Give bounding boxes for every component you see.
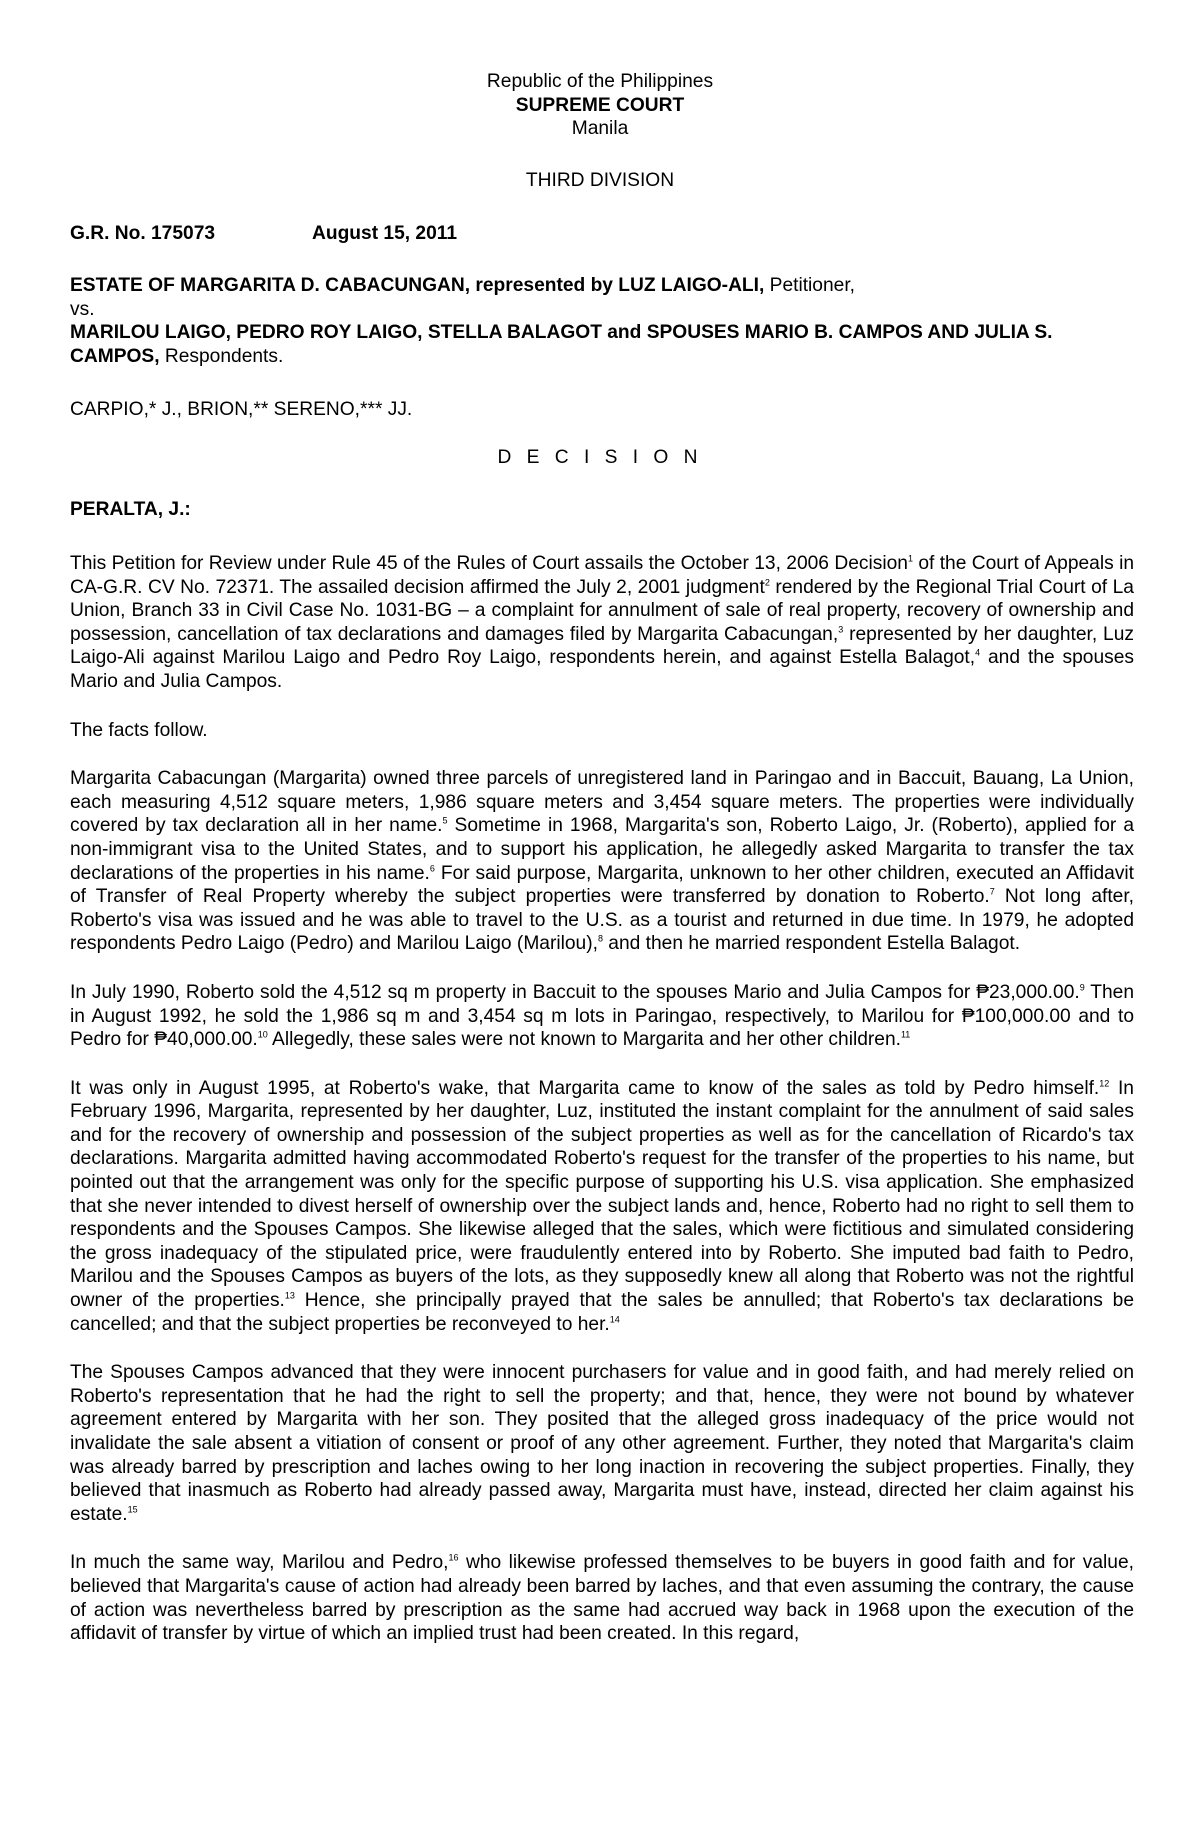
footnote-ref-3[interactable]: 3 (838, 624, 844, 635)
paragraph-text: In July 1990, Roberto sold the 4,512 sq m property in Baccuit to the spouses Mario and Julia Campos for ₱23,000.00. (70, 981, 1080, 1003)
paragraph-text: who likewise professed themselves to be buyers in good faith and for value, believed that Margarita's cause of action had already been barred by laches, and that even assuming the contrary, the cause of action was nevertheless barred by prescription as the same had accrued way back in 1968 upon the execution of the affidavit of transfer by virtue of which an implied trust had been created. In this regard, (70, 1552, 1134, 1645)
decision-body (70, 552, 1134, 1671)
court-name: SUPREME COURT (515, 94, 685, 116)
footnote-ref-10[interactable]: 10 (257, 1029, 268, 1040)
paragraph-text: represented by her daughter, Luz Laigo-Ali against Marilou Laigo and Pedro Roy Laigo, respondents herein, and against Estella Balagot, (70, 623, 1134, 669)
footnote-ref-2[interactable]: 2 (764, 577, 770, 588)
case-parties (70, 274, 1134, 368)
ponente-line: PERALTA, J.: (70, 499, 191, 520)
paragraph-text: The Spouses Campos advanced that they were innocent purchasers for value and in good faith, and had merely relied on Roberto's representation that he had the right to sell the property; and that, hence, they were not bound by whatever agreement entered by Margarita with her son. They posited that the alleged gross inadequacy of the price would not invalidate the sale absent a vitiation of consent or proof of any other agreement. Further, they noted that Margarita's claim was already barred by prescription and laches owing to her long inaction in recovering the subject properties. Finally, they believed that inasmuch as Roberto had already passed away, Margarita must have, instead, directed her claim against his estate. (70, 1362, 1134, 1525)
paragraph-text: In February 1996, Margarita, represented by her daughter, Luz, instituted the instant complaint for the annulment of said sales and for the recovery of ownership and possession of the subject properties as well as for the cancellation of Ricardo's tax declarations. Margarita admitted having accommodated Roberto's request for the transfer of the properties to his name, but pointed out that the arrangement was only for the specific purpose of supporting his U.S. visa application. She emphasized that she never intended to divest herself of ownership over the subject lands and, hence, Roberto had no right to sell them to respondents and the Spouses Campos. She likewise alleged that the sales, which were fictitious and simulated considering the gross inadequacy of the stipulated price, were fraudulently entered into by Roberto. She imputed bad faith to Pedro, Marilou and the Spouses Campos as buyers of the lots, as they supposedly knew all along that Roberto was not the rightful owner of the properties. (70, 1077, 1134, 1312)
respondent-line (70, 321, 1134, 368)
paragraph-text: Not long after, Roberto's visa was issued and he was able to travel to the U.S. as a tourist and returned in due time. In 1979, he adopted respondents Pedro Laigo (Pedro) and Marilou Laigo (Marilou), (70, 886, 1134, 955)
footnote-ref-13[interactable]: 13 (284, 1290, 295, 1301)
division-line: THIRD DIVISION (525, 169, 675, 191)
paragraph-text: It was only in August 1995, at Roberto's wake, that Margarita came to know of the sales as told by Pedro himself. (70, 1077, 1100, 1099)
footnote-ref-4[interactable]: 4 (975, 647, 981, 658)
versus-line: vs. (70, 298, 95, 320)
footnote-ref-11[interactable]: 11 (900, 1029, 911, 1040)
footnote-ref-6[interactable]: 6 (429, 863, 435, 874)
footnote-ref-16[interactable]: 16 (448, 1552, 459, 1563)
footnote-ref-7[interactable]: 7 (989, 886, 995, 897)
court-header (0, 0, 1200, 141)
paragraph-text: This Petition for Review under Rule 45 of the Rules of Court assails the October 13, 2006 Decision (70, 553, 908, 574)
paragraph-text: Then in August 1992, he sold the 1,986 sq m and 3,454 sq m lots in Paringao, respectively, to Marilou for ₱100,000.00 and to Pedro for ₱40,000.00. (70, 981, 1135, 1051)
paragraph-text: and then he married respondent Estella Balagot. (602, 933, 1021, 955)
paragraph-text: Sometime in 1968, Margarita's son, Roberto Laigo, Jr. (Roberto), applied for a non-immigrant visa to the United States, and to support his application, he allegedly asked Margarita to transfer the tax declarations of the properties in his name. (70, 815, 1135, 884)
paragraph-text: Hence, she principally prayed that the sales be annulled; that Roberto's tax declarations be cancelled; and that the subject properties be reconveyed to her. (70, 1290, 1134, 1335)
petitioner-name: ESTATE OF MARGARITA D. CABACUNGAN, represented by LUZ LAIGO-ALI, (70, 275, 765, 296)
decision-date: August 15, 2011 (312, 223, 458, 244)
case-number-line (70, 222, 1134, 246)
paragraph-7 (70, 1551, 1134, 1645)
respondent-names: MARILOU LAIGO, PEDRO ROY LAIGO, STELLA BALAGOT and SPOUSES MARIO B. CAMPOS AND JULIA S. CAMPOS, (70, 322, 1053, 367)
paragraph-text: Allegedly, these sales were not known to Margarita and her other children. (267, 1029, 901, 1051)
footnote-ref-14[interactable]: 14 (609, 1314, 620, 1325)
footnote-ref-8[interactable]: 8 (597, 933, 603, 944)
gr-number: G.R. No. 175073 (70, 223, 216, 244)
footnote-ref-12[interactable]: 12 (1099, 1078, 1110, 1089)
paragraph-text: of the Court of Appeals in CA-G.R. CV No. 72371. The assailed decision affirmed the July 2, 2001 judgment (70, 553, 1134, 598)
paragraph-6 (70, 1361, 1134, 1526)
decision-heading: D E C I S I O N (497, 447, 703, 468)
paragraph-text: Margarita Cabacungan (Margarita) owned three parcels of unregistered land in Paringao and in Baccuit, Bauang, La Union, each measuring 4,512 square meters, 1,986 square meters and 3,454 square meters. The properties were individually covered by tax declaration all in her name. (70, 768, 1134, 837)
petitioner-line (70, 274, 1134, 298)
paragraph-2: The facts follow. (70, 719, 208, 741)
paragraph-1 (70, 552, 1134, 694)
court-city: Manila (571, 118, 629, 139)
paragraph-text: For said purpose, Margarita, unknown to her other children, executed an Affidavit of Transfer of Real Property whereby the subject properties were transferred by donation to Roberto. (70, 862, 1135, 908)
paragraph-text: rendered by the Regional Trial Court of La Union, Branch 33 in Civil Case No. 1031-BG – a complaint for annulment of sale of real property, recovery of ownership and possession, cancellation of tax declarations and damages filed by Margarita Cabacungan, (70, 576, 1134, 645)
paragraph-4 (70, 981, 1134, 1052)
paragraph-5 (70, 1077, 1134, 1337)
petitioner-role: Petitioner, (764, 275, 855, 296)
footnote-ref-1[interactable]: 1 (907, 553, 913, 564)
republic-line: Republic of the Philippines (486, 71, 714, 92)
footnote-ref-15[interactable]: 15 (127, 1504, 138, 1515)
paragraph-text: In much the same way, Marilou and Pedro, (70, 1552, 449, 1574)
justices-line: CARPIO,* J., BRION,** SERENO,*** JJ. (70, 399, 413, 420)
footnote-ref-5[interactable]: 5 (442, 815, 448, 826)
paragraph-text: and the spouses Mario and Julia Campos. (70, 647, 1134, 692)
respondent-role: Respondents. (159, 345, 284, 367)
footnote-ref-9[interactable]: 9 (1079, 982, 1085, 993)
paragraph-3 (70, 767, 1134, 956)
